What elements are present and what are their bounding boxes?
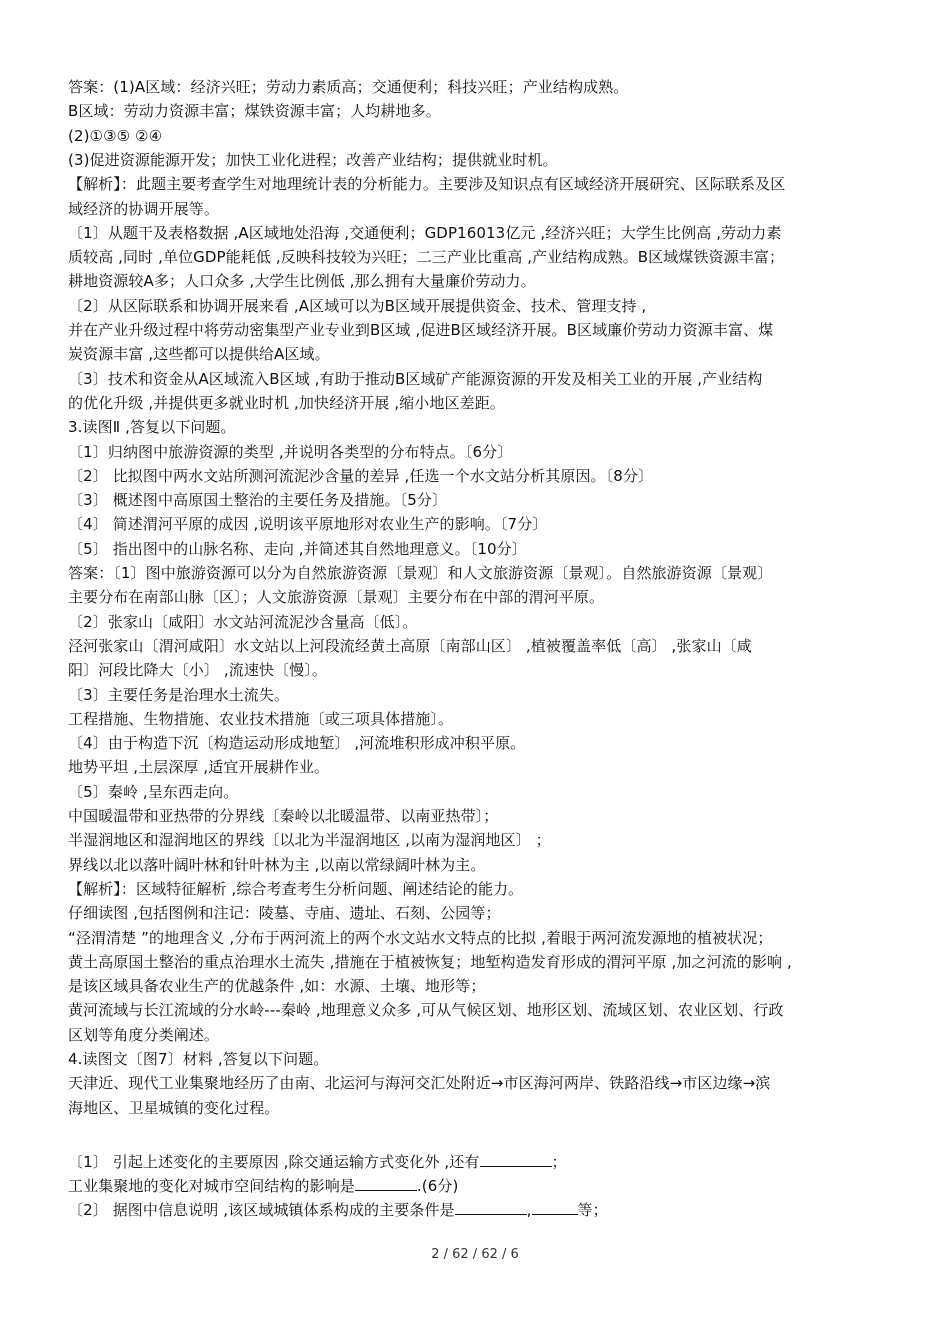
text-line: 主要分布在南部山脉〔区〕；人文旅游资源〔景观〕主要分布在中部的渭河平原。 (68, 588, 605, 607)
question-4-1-suffix: ； (551, 1153, 567, 1171)
text-line: 3.读图Ⅱ ,答复以下问题。 (68, 418, 236, 437)
text-line: 泾河张家山〔渭河咸阳〕水文站以上河段流经黄土高原〔南部山区〕 ,植被覆盖率低〔高〕 ,张家山〔咸 (68, 636, 752, 655)
question-4-2-text: 〔2〕 据图中信息说明 ,该区域城镇体系构成的主要条件是 (68, 1201, 455, 1219)
answer-blank[interactable] (355, 1174, 417, 1191)
text-line: 〔2〕从区际联系和协调开展来看 ,A区域可以为B区域开展提供资金、技术、管理支持 , (68, 296, 647, 315)
text-line: 〔5〕秦岭 ,呈东西走向。 (68, 782, 239, 801)
text-line: 半湿润地区和湿润地区的界线〔以北为半湿润地区 ,以南为湿润地区〕 ； (68, 831, 551, 850)
text-line: 〔3〕 概述图中高原国土整治的主要任务及措施。〔5分〕 (68, 491, 448, 510)
text-line: 的优化升级 ,并提供更多就业时机 ,加快经济开展 ,缩小地区差距。 (68, 393, 505, 412)
text-line: 质较高 ,同时 ,单位GDP能耗低 ,反映科技较为兴旺；二三产业比重高 ,产业结构成熟。B区域煤铁资源丰富； (68, 248, 785, 267)
text-line: 中国暖温带和亚热带的分界线〔秦岭以北暖温带、以南亚热带〕； (68, 807, 499, 825)
text-line: 答案：〔1〕图中旅游资源可以分为自然旅游资源〔景观〕和人文旅游资源〔景观〕。自然旅游资源〔景观〕 (68, 564, 773, 582)
text-line: 天津近、现代工业集聚地经历了由南、北运河与海河交汇处附近→市区海河两岸、铁路沿线→市区边缘→滨 (68, 1074, 771, 1093)
text-line: 〔3〕技术和资金从A区域流入B区域 ,有助于推动B区域矿产能源资源的开发及相关工业的开展 ,产业结构 (68, 369, 763, 388)
text-line: 〔2〕张家山〔咸阳〕水文站河流泥沙含量高〔低〕。 (68, 612, 418, 631)
text-line: 阳〕河段比降大〔小〕 ,流速快〔慢〕。 (68, 661, 327, 680)
answer-blank[interactable] (455, 1198, 527, 1215)
text-line: 〔1〕从题干及表格数据 ,A区域地处沿海 ,交通便利；GDP16013亿元 ,经济兴旺；大学生比例高 ,劳动力素 (68, 223, 782, 242)
text-line: 炭资源丰富 ,这些都可以提供给A区域。 (68, 345, 330, 364)
question-4-1-line (68, 1150, 567, 1173)
question-4-2-suffix: 等； (577, 1201, 608, 1219)
text-line: (2)①③⑤ ②④ (68, 126, 163, 145)
text-line: 黄河流域与长江流域的分水岭---秦岭 ,地理意义众多 ,可从气候区划、地形区划、流域区划、农业区划、行政 (68, 1001, 784, 1020)
page-footer: 2 / 62 / 62 / 6 (431, 1247, 519, 1262)
text-line: 【解析】：区域特征解析 ,综合考查考生分析问题、阐述结论的能力。 (68, 879, 524, 898)
answer-blank[interactable] (480, 1150, 552, 1167)
question-4-2-line (68, 1198, 608, 1221)
text-line: 地势平坦 ,土层深厚 ,适宜开展耕作业。 (68, 758, 330, 777)
text-line: 〔4〕由于构造下沉〔构造运动形成地堑〕 ,河流堆积形成冲积平原。 (68, 734, 526, 753)
question-4-1-text-2: 工业集聚地的变化对城市空间结构的影响是 (68, 1177, 355, 1195)
text-line: 工程措施、生物措施、农业技术措施〔或三项具体措施〕。 (68, 709, 454, 728)
question-4-1-suffix-2: .(6分) (416, 1177, 459, 1195)
text-line: 黄土高原国土整治的重点治理水土流失 ,措施在于植被恢复；地堑构造发育形成的渭河平原 ,加之河流的影响 , (68, 952, 792, 971)
text-line: 界线以北以落叶阔叶林和针叶林为主 ,以南以常绿阔叶林为主。 (68, 855, 486, 874)
text-line: 海地区、卫星城镇的变化过程。 (68, 1098, 280, 1117)
text-line: (3)促进资源能源开发；加快工业化进程；改善产业结构；提供就业时机。 (68, 150, 558, 169)
text-line: 【解析】：此题主要考查学生对地理统计表的分析能力。主要涉及知识点有区域经济开展研究、区际联系及区 (68, 175, 786, 194)
text-line: 4.读图文〔图7〕材料 ,答复以下问题。 (68, 1050, 329, 1068)
text-line: 〔2〕 比拟图中两水文站所测河流泥沙含量的差异 ,任选一个水文站分析其原因。〔8分〕 (68, 466, 654, 485)
question-4-1-text: 〔1〕 引起上述变化的主要原因 ,除交通运输方式变化外 ,还有 (68, 1153, 480, 1171)
question-4-1-line-2 (68, 1174, 458, 1197)
text-line: 仔细读图 ,包括图例和注记：陵墓、寺庙、遗址、石刻、公园等； (68, 904, 501, 923)
text-line: 域经济的协调开展等。 (68, 199, 220, 218)
answer-blank[interactable] (532, 1198, 578, 1215)
text-line: B区域：劳动力资源丰富；煤铁资源丰富；人均耕地多。 (68, 102, 441, 121)
question-4-2-separator: , (526, 1201, 532, 1219)
text-line: 〔1〕归纳图中旅游资源的类型 ,并说明各类型的分布特点。〔6分〕 (68, 442, 513, 461)
text-line: 〔5〕 指出图中的山脉名称、走向 ,并简述其自然地理意义。〔10分〕 (68, 539, 527, 558)
text-line: 区划等角度分类阐述。 (68, 1025, 220, 1044)
text-line: “泾渭清楚 ”的地理含义 ,分布于两河流上的两个水文站水文特点的比拟 ,着眼于两河流发源地的植被状况； (68, 928, 773, 947)
text-line: 〔4〕 简述渭河平原的成因 ,说明该平原地形对农业生产的影响。〔7分〕 (68, 515, 548, 534)
text-line: 〔3〕主要任务是治理水土流失。 (68, 685, 290, 704)
text-line: 并在产业升级过程中将劳动密集型产业专业到B区域 ,促进B区域经济开展。B区域廉价劳动力资源丰富、煤 (68, 321, 774, 339)
text-line: 耕地资源较A多；人口众多 ,大学生比例低 ,那么拥有大量廉价劳动力。 (68, 272, 536, 291)
text-line: 是该区域具备农业生产的优越条件 ,如：水源、土壤、地形等； (68, 977, 486, 996)
text-line: 答案：(1)A区域：经济兴旺；劳动力素质高；交通便利；科技兴旺；产业结构成熟。 (68, 78, 629, 96)
